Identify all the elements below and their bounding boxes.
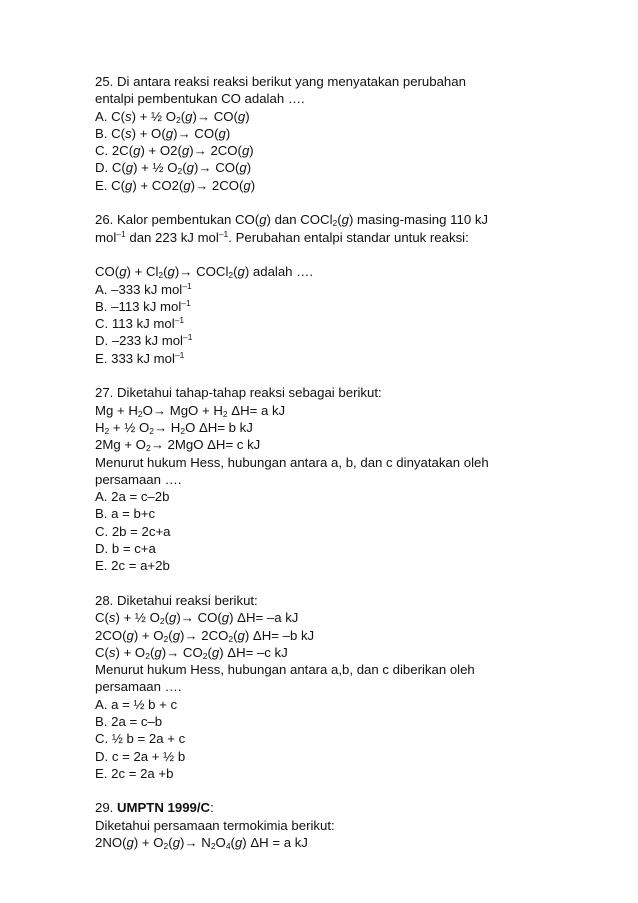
text-line: A. a = ½ b + c xyxy=(95,696,178,712)
text-line: B. –113 kJ mol$^{-1}$ xyxy=(95,297,191,314)
text-line: D. –233 kJ mol$^{-1}$ xyxy=(95,332,193,349)
text-line: C(s) + ½ $O_2(g)\to CO(g)$ ΔH= –a kJ xyxy=(95,610,299,627)
text-line: mol$^{-1}$ dan 223 kJ mol$^{-1}$. Perubahan entalpi standar untuk reaksi: xyxy=(95,228,469,245)
text-line: Diketahui persamaan termokimia berikut: xyxy=(95,817,335,833)
text-line: $2CO(g) + O_2(g)\to 2CO_2(g)$ ΔH= –b kJ xyxy=(95,627,315,644)
blank-line xyxy=(95,246,565,263)
text-line: $CO(g) + Cl_2(g)\to$ COCl$_2$(g) adalah …. xyxy=(95,264,314,281)
text-line: D. b = c+a xyxy=(95,541,156,557)
blank-line xyxy=(95,575,565,592)
text-line: entalpi pembentukan CO adalah …. xyxy=(95,91,305,107)
text-line: D. c = 2a + ½ b xyxy=(95,748,186,764)
document-content xyxy=(95,73,565,851)
text-line: B. C(s) + O(g)→ CO(g) xyxy=(95,125,231,141)
text-line: 29. UMPTN 1999/C: xyxy=(95,800,214,816)
text-line: $C(s) + O_2(g)\to CO_2(g)$ ΔH= –c kJ xyxy=(95,644,288,661)
text-line: $H_2$ + ½ $O_2\to H_2O$ ΔH= b kJ xyxy=(95,419,253,436)
text-line: 28. Diketahui reaksi berikut: xyxy=(95,592,258,608)
text-line: Menurut hukum Hess, hubungan antara a,b, dan c diberikan oleh xyxy=(95,662,475,678)
text-line: A. C(s) + ½ $O_2(g)\to CO(g)$ xyxy=(95,108,250,125)
text-line: persamaan …. xyxy=(95,679,182,695)
text-line: C. 2C(g) + O2(g)→ 2CO(g) xyxy=(95,143,254,159)
text-line: D. C(g) + ½ $O_2(g)\to CO(g)$ xyxy=(95,160,252,177)
text-line: Menurut hukum Hess, hubungan antara a, b, dan c dinyatakan oleh xyxy=(95,454,489,470)
blank-line xyxy=(95,367,565,384)
text-line: C. ½ b = 2a + c xyxy=(95,731,186,747)
text-line: C. 2b = 2c+a xyxy=(95,523,171,539)
text-line: E. 333 kJ mol$^{-1}$ xyxy=(95,349,185,366)
text-line: E. 2c = a+2b xyxy=(95,558,170,574)
blank-line xyxy=(95,194,565,211)
text-line: $2Mg + O_2\to 2MgO$ ΔH= c kJ xyxy=(95,437,261,454)
text-line: A. 2a = c–2b xyxy=(95,489,170,505)
blank-line xyxy=(95,782,565,799)
text-line: 27. Diketahui tahap-tahap reaksi sebagai berikut: xyxy=(95,385,382,401)
text-line: persamaan …. xyxy=(95,471,182,487)
text-line: 26. Kalor pembentukan CO(g) dan COCl$_2$(g) masing-masing 110 kJ xyxy=(95,212,489,229)
text-line: E. C(g) + CO2(g)→ 2CO(g) xyxy=(95,177,256,193)
text-line: E. 2c = 2a +b xyxy=(95,765,174,781)
text-line: C. 113 kJ mol$^{-1}$ xyxy=(95,315,185,332)
text-line: 25. Di antara reaksi reaksi berikut yang menyatakan perubahan xyxy=(95,74,466,89)
text-line: $Mg + H_2O\to$ MgO + $H_2$ ΔH= a kJ xyxy=(95,402,286,419)
text-line: B. a = b+c xyxy=(95,506,156,522)
text-line: $2NO(g) + O_2(g)\to N_2O_4(g) \Delta H = a$ kJ xyxy=(95,835,308,852)
text-line: B. 2a = c–b xyxy=(95,713,163,729)
text-line: A. –333 kJ mol$^{-1}$ xyxy=(95,280,192,297)
